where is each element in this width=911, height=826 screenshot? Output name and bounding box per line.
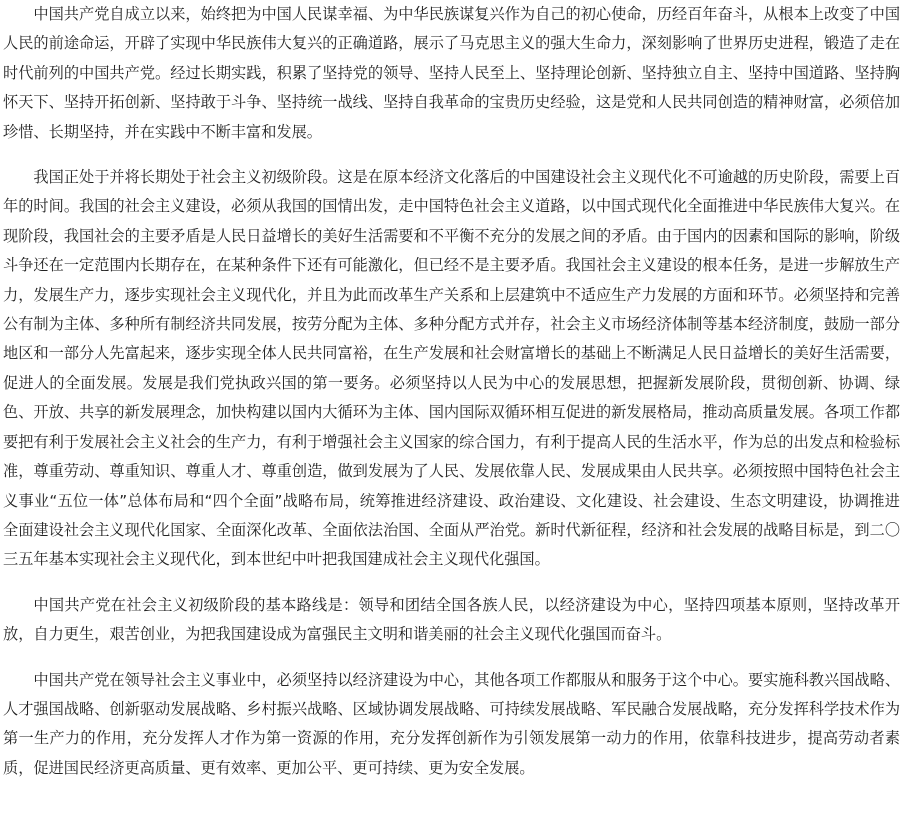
paragraph-economic-center: 中国共产党在领导社会主义事业中，必须坚持以经济建设为中心，其他各项工作都服从和服务于这个中心。要实施科教兴国战略、人才强国战略、创新驱动发展战略、乡村振兴战略、区域协调发展战略、可持续发展战略、军民融合发展战略，充分发挥科学技术作为第一生产力的作用，充分发挥人才作为第一资源的作用，充分发挥创新作为引领发展第一动力的作用，依靠科技进步，提高劳动者素质，促进国民经济更高质量、更有效率、更加公平、更可持续、更为安全发展。 — [3, 670, 900, 777]
paragraph-basic-line: 中国共产党在社会主义初级阶段的基本路线是：领导和团结全国各族人民，以经济建设为中心，坚持四项基本原则，坚持改革开放，自力更生，艰苦创业，为把我国建设成为富强民主文明和谐美丽的社会主义现代化强国而奋斗。 — [3, 595, 900, 644]
paragraph-primary-stage: 我国正处于并将长期处于社会主义初级阶段。这是在原本经济文化落后的中国建设社会主义现代化不可逾越的历史阶段，需要上百年的时间。我国的社会主义建设，必须从我国的国情出发，走中国特色社会主义道路，以中国式现代化全面推进中华民族伟大复兴。在现阶段，我国社会的主要矛盾是人民日益增长的美好生活需要和不平衡不充分的发展之间的矛盾。由于国内的因素和国际的影响，阶级斗争还在一定范围内长期存在，在某种条件下还有可能激化，但已经不是主要矛盾。我国社会主义建设的根本任务，是进一步解放生产力，发展生产力，逐步实现社会主义现代化，并且为此而改革生产关系和上层建筑中不适应生产力发展的方面和环节。必须坚持和完善公有制为主体、多种所有制经济共同发展，按劳分配为主体、多种分配方式并存，社会主义市场经济体制等基本经济制度，鼓励一部分地区和一部分人先富起来，逐步实现全体人民共同富裕，在生产发展和社会财富增长的基础上不断满足人民日益增长的美好生活需要，促进人的全面发展。发展是我们党执政兴国的第一要务。必须坚持以人民为中心的发展思想，把握新发展阶段，贯彻创新、协调、绿色、开放、共享的新发展理念，加快构建以国内大循环为主体、国内国际双循环相互促进的新发展格局，推动高质量发展。各项工作都要把有利于发展社会主义社会的生产力，有利于增强社会主义国家的综合国力，有利于提高人民的生活水平，作为总的出发点和检验标准，尊重劳动、尊重知识、尊重人才、尊重创造，做到发展为了人民、发展依靠人民、发展成果由人民共享。必须按照中国特色社会主义事业“五位一体”总体布局和“四个全面”战略布局，统筹推进经济建设、政治建设、文化建设、社会建设、生态文明建设，协调推进全面建设社会主义现代化国家、全面深化改革、全面依法治国、全面从严治党。新时代新征程，经济和社会发展的战略目标是，到二〇三五年基本实现社会主义现代化，到本世纪中叶把我国建成社会主义现代化强国。 — [3, 168, 900, 569]
paragraph-party-history: 中国共产党自成立以来，始终把为中国人民谋幸福、为中华民族谋复兴作为自己的初心使命，历经百年奋斗，从根本上改变了中国人民的前途命运，开辟了实现中华民族伟大复兴的正确道路，展示了马克思主义的强大生命力，深刻影响了世界历史进程，锻造了走在时代前列的中国共产党。经过长期实践，积累了坚持党的领导、坚持人民至上、坚持理论创新、坚持独立自主、坚持中国道路、坚持胸怀天下、坚持开拓创新、坚持敢于斗争、坚持统一战线、坚持自我革命的宝贵历史经验，这是党和人民共同创造的精神财富，必须倍加珍惜、长期坚持，并在实践中不断丰富和发展。 — [3, 5, 900, 141]
